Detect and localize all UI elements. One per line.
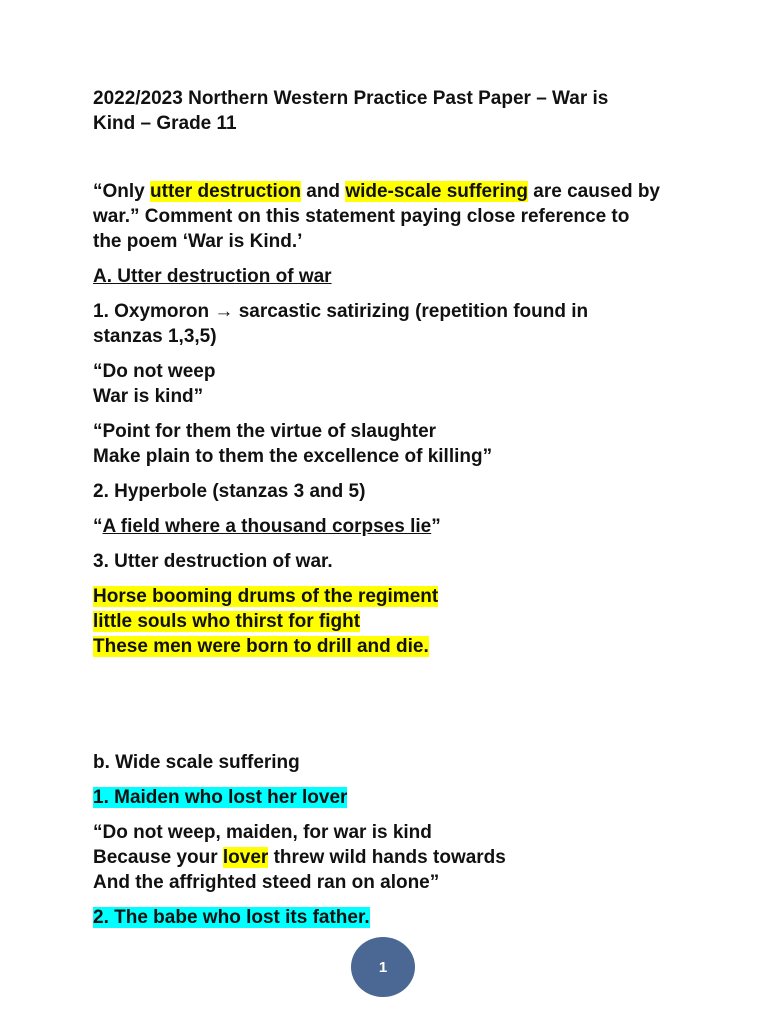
point1-line-2: stanzas 1,3,5) <box>93 326 217 347</box>
point3-text: 3. Utter destruction of war. <box>93 551 333 572</box>
quote2-line-2: Make plain to them the excellence of killing” <box>93 446 493 467</box>
section-a-heading <box>93 264 693 289</box>
question-and: and <box>300 181 346 202</box>
question-open: “Only <box>93 181 151 202</box>
quote1-line-1: “Do not weep <box>93 361 216 382</box>
highlight-wide-scale-suffering: wide-scale suffering <box>345 181 528 202</box>
question-prompt <box>93 179 693 254</box>
b-quote1-pre: Because your <box>93 847 223 868</box>
highlight-lover: lover <box>222 847 269 868</box>
hl-line-2: little souls who thirst for fight <box>93 611 361 632</box>
point1-line-1: 1. Oxymoron → sarcastic satirizing (repetition found in <box>93 301 589 322</box>
section-a-heading-text: A. Utter destruction of war <box>93 266 332 287</box>
title-line-2: Kind – Grade 11 <box>93 113 237 134</box>
hl-line-3: These men were born to drill and die. <box>93 636 429 657</box>
quote2-line-1: “Point for them the virtue of slaughter <box>93 421 437 442</box>
section-b-heading <box>93 750 693 775</box>
section-a-quote-2 <box>93 419 693 469</box>
title-line-1: 2022/2023 Northern Western Practice Past Paper – War is <box>93 88 609 109</box>
section-b-point-2 <box>93 905 693 930</box>
page-number-text: 1 <box>378 958 388 976</box>
highlight-utter-destruction: utter destruction <box>150 181 301 202</box>
b-point1-text: 1. Maiden who lost her lover <box>93 787 348 808</box>
question-rest: are caused by <box>527 181 661 202</box>
b-quote1-line-1: “Do not weep, maiden, for war is kind <box>93 822 432 843</box>
question-line-3: the poem ‘War is Kind.’ <box>93 231 303 252</box>
section-a-highlighted-quote <box>93 584 693 659</box>
section-b-heading-text: b. Wide scale suffering <box>93 752 300 773</box>
section-a-point-1 <box>93 299 693 349</box>
question-line-2: war.” Comment on this statement paying close reference to <box>93 206 630 227</box>
section-b-point-1 <box>93 785 693 810</box>
quote1-line-2: War is kind” <box>93 386 204 407</box>
section-a-quote-1 <box>93 359 693 409</box>
quote3-open: “ <box>93 516 103 537</box>
page-number-badge <box>351 937 415 997</box>
point2-text: 2. Hyperbole (stanzas 3 and 5) <box>93 481 366 502</box>
section-a-point-2 <box>93 479 693 504</box>
hl-line-1: Horse booming drums of the regiment <box>93 586 439 607</box>
b-quote1-line-2 <box>93 845 693 870</box>
quote3-close: ” <box>431 516 441 537</box>
b-quote1-post: threw wild hands towards <box>268 847 506 868</box>
section-b-quote-1 <box>93 820 693 895</box>
section-a-point-3 <box>93 549 693 574</box>
question-line-1 <box>93 179 693 204</box>
quote3-text: A field where a thousand corpses lie <box>102 516 432 537</box>
b-quote1-line-3: And the affrighted steed ran on alone” <box>93 872 440 893</box>
document-title <box>93 86 693 136</box>
b-point2-text: 2. The babe who lost its father. <box>93 907 370 928</box>
document-body <box>93 86 693 930</box>
section-a-quote-3 <box>93 514 693 539</box>
